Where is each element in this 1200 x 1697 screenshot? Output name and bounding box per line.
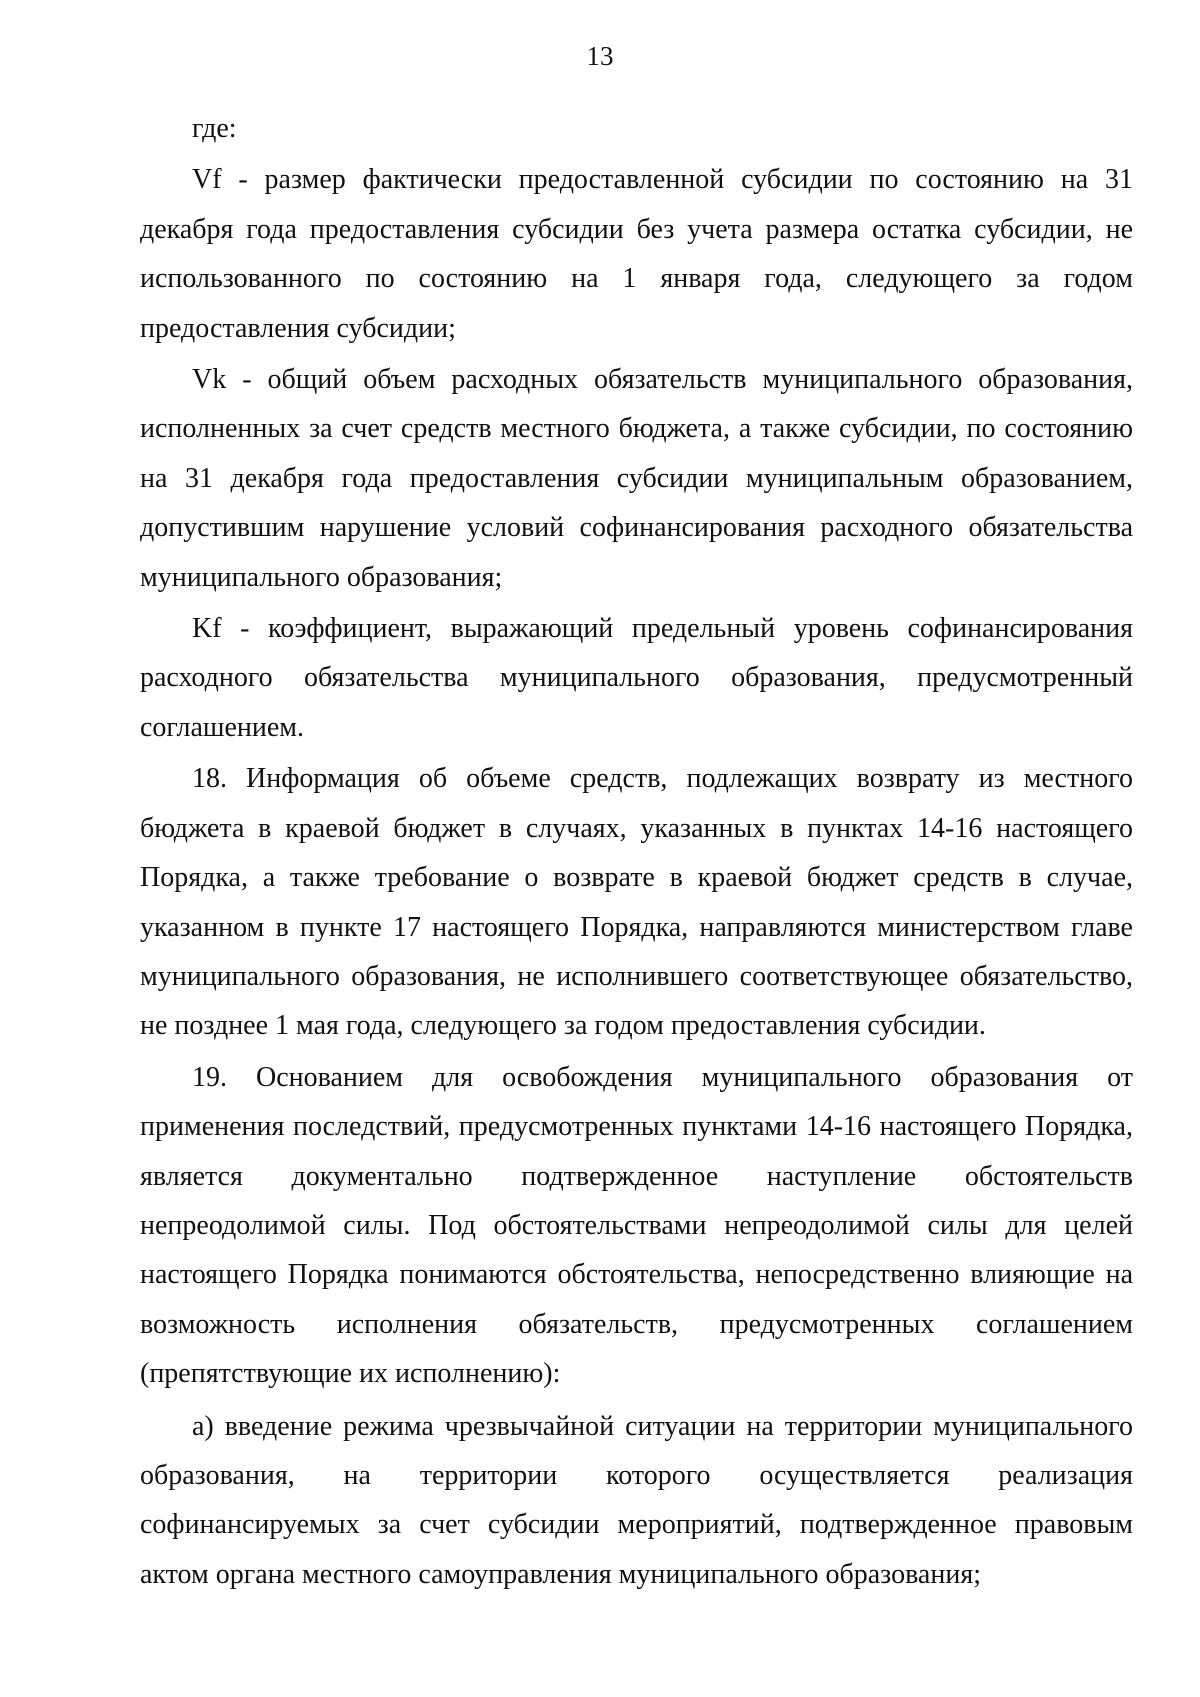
paragraph-kf-definition: Kf - коэффициент, выражающий предельный уровень софинансирования расходного обязательства муниципального образования, предусмотренный соглашением. xyxy=(140,613,1133,743)
paragraph-vk-definition: Vk - общий объем расходных обязательств муниципального образования, исполненных за счет средств местного бюджета, а также субсидии, по состоянию на 31 декабря года предоставления субсидии муниципальным образованием, допустившим нарушение условий софинансирования расходного обязательства муниципального образования; xyxy=(140,364,1133,593)
paragraph-item-18: 18. Информация об объеме средств, подлежащих возврату из местного бюджета в краевой бюджет в случаях, указанных в пунктах 14-16 настоящего Порядка, а также требование о возврате в краевой бюджет средств в случае, указанном в пункте 17 настоящего Порядка, направляются министерством главе муниципального образования, не исполнившего соответствующее обязательство, не позднее 1 мая года, следующего за годом предоставления субсидии. xyxy=(140,763,1133,1042)
document-body xyxy=(140,104,1133,1599)
page-number: 13 xyxy=(586,41,614,71)
paragraph-item-19: 19. Основанием для освобождения муниципального образования от применения последствий, предусмотренных пунктами 14-16 настоящего Порядка, является документально подтвержденное наступление обстоятельств непреодолимой силы. Под обстоятельствами непреодолимой силы для целей настоящего Порядка понимаются обстоятельства, непосредственно влияющие на возможность исполнения обязательств, предусмотренных соглашением (препятствующие их исполнению): xyxy=(140,1061,1133,1390)
paragraph-where: где: xyxy=(192,113,237,144)
paragraph-subitem-a: а) введение режима чрезвычайной ситуации на территории муниципального образования, на территории которого осуществляется реализация софинансируемых за счет субсидии мероприятий, подтвержденное правовым актом органа местного самоуправления муниципального образования; xyxy=(140,1410,1133,1590)
paragraph-vf-definition: Vf - размер фактически предоставленной субсидии по состоянию на 31 декабря года предоставления субсидии без учета размера остатка субсидии, не использованного по состоянию на 1 января года, следующего за годом предоставления субсидии; xyxy=(140,164,1133,344)
